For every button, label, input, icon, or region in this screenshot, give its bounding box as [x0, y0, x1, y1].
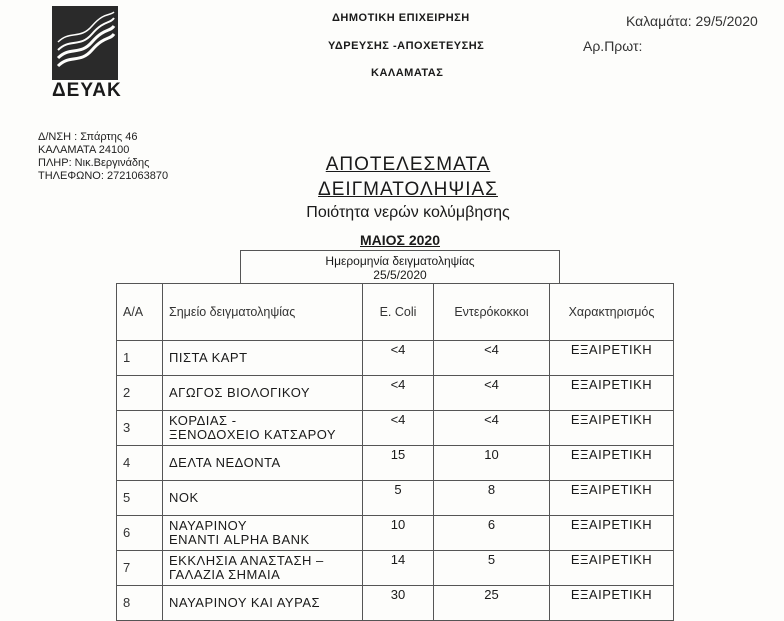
- row-location: [163, 411, 363, 446]
- header-rating: Χαρακτηρισμός: [550, 284, 674, 341]
- row-enterococci: <4: [434, 376, 550, 411]
- page-subtitle: Ποιότητα νερών κολύμβησης: [306, 204, 510, 221]
- row-enterococci: <4: [434, 341, 550, 376]
- row-ecoli: <4: [363, 376, 434, 411]
- row-location: [163, 376, 363, 411]
- row-location: [163, 341, 363, 376]
- sampling-date-box: [240, 250, 560, 284]
- row-index: 6: [117, 516, 163, 551]
- row-location-line1: ΕΚΚΛΗΣΙΑ ΑΝΑΣΤΑΣΗ –: [169, 553, 324, 568]
- org-line1: ΔΗΜΟΤΙΚΗ ΕΠΙΧΕΙΡΗΣΗ: [332, 12, 470, 24]
- protocol-number: Αρ.Πρωτ:: [583, 38, 643, 54]
- row-index: 3: [117, 411, 163, 446]
- row-index: 1: [117, 341, 163, 376]
- title-line1: ΑΠΟΤΕΛΕΣΜΑΤΑ: [325, 154, 491, 175]
- row-enterococci: 10: [434, 446, 550, 481]
- row-rating: ΕΞΑΙΡΕΤΙΚΗ: [550, 411, 674, 446]
- row-location-line1: ΔΕΛΤΑ ΝΕΔΟΝΤΑ: [169, 455, 281, 470]
- address-phone: ΤΗΛΕΦΩΝΟ: 2721063870: [38, 170, 169, 182]
- row-rating: ΕΞΑΙΡΕΤΙΚΗ: [550, 481, 674, 516]
- row-location-line1: ΝΟΚ: [169, 490, 199, 505]
- row-rating: ΕΞΑΙΡΕΤΙΚΗ: [550, 551, 674, 586]
- row-location: [163, 446, 363, 481]
- row-location-line1: ΝΑΥΑΡΙΝΟΥ: [169, 518, 248, 533]
- row-ecoli: <4: [363, 411, 434, 446]
- table-row: [117, 376, 674, 411]
- table-row: [117, 446, 674, 481]
- address-block: [38, 131, 168, 183]
- row-location: [163, 516, 363, 551]
- title-line2: ΔΕΙΓΜΑΤΟΛΗΨΙΑΣ: [318, 179, 498, 200]
- header-location: Σημείο δειγματοληψίας: [163, 284, 363, 341]
- row-enterococci: 8: [434, 481, 550, 516]
- header-enterococci: Εντερόκοκκοι: [434, 284, 550, 341]
- row-index: 4: [117, 446, 163, 481]
- row-location-line1: ΠΙΣΤΑ ΚΑΡΤ: [169, 350, 248, 365]
- row-ecoli: 14: [363, 551, 434, 586]
- row-rating: ΕΞΑΙΡΕΤΙΚΗ: [550, 446, 674, 481]
- sampling-date-value: 25/5/2020: [373, 268, 427, 282]
- sampling-date-label: Ημερομηνία δειγματοληψίας: [325, 254, 475, 268]
- org-line2: ΥΔΡΕΥΣΗΣ -ΑΠΟΧΕΤΕΥΣΗΣ: [328, 40, 485, 52]
- report-month: ΜΑΙΟΣ 2020: [360, 232, 440, 248]
- row-location: [163, 481, 363, 516]
- table-row: [117, 516, 674, 551]
- row-location: [163, 586, 363, 621]
- row-enterococci: <4: [434, 411, 550, 446]
- table-row: [117, 551, 674, 586]
- row-location-line1: ΑΓΩΓΟΣ ΒΙΟΛΟΓΙΚΟΥ: [169, 385, 311, 400]
- table-row: [117, 411, 674, 446]
- logo-text: ΔΕΥΑΚ: [52, 80, 122, 101]
- table-row: [117, 481, 674, 516]
- deyak-logo: [52, 6, 122, 102]
- row-rating: ΕΞΑΙΡΕΤΙΚΗ: [550, 586, 674, 621]
- row-location-line2: ΓΑΛΑΖΙΑ ΣΗΜΑΙΑ: [169, 567, 281, 582]
- row-index: 2: [117, 376, 163, 411]
- row-enterococci: 5: [434, 551, 550, 586]
- row-index: 7: [117, 551, 163, 586]
- row-rating: ΕΞΑΙΡΕΤΙΚΗ: [550, 376, 674, 411]
- row-location: [163, 551, 363, 586]
- row-ecoli: 15: [363, 446, 434, 481]
- row-ecoli: 30: [363, 586, 434, 621]
- row-ecoli: 10: [363, 516, 434, 551]
- row-location-line1: ΚΟΡΔΙΑΣ -: [169, 413, 237, 428]
- row-rating: ΕΞΑΙΡΕΤΙΚΗ: [550, 341, 674, 376]
- address-city: ΚΑΛΑΜΑΤΑ 24100: [38, 144, 130, 156]
- logo-wave-icon: [52, 6, 118, 80]
- table-header-row: [117, 284, 674, 341]
- row-location-line2: ΞΕΝΟΔΟΧΕΙΟ ΚΑΤΣΑΡΟΥ: [169, 427, 337, 442]
- table-row: [117, 586, 674, 621]
- row-location-line1: ΝΑΥΑΡΙΝΟΥ ΚΑΙ ΑΥΡΑΣ: [169, 595, 321, 610]
- row-enterococci: 25: [434, 586, 550, 621]
- org-line3: ΚΑΛΑΜΑΤΑΣ: [371, 67, 444, 79]
- issue-date: Καλαμάτα: 29/5/2020: [626, 13, 758, 29]
- header-index: Α/Α: [117, 284, 163, 341]
- row-index: 5: [117, 481, 163, 516]
- table-row: [117, 341, 674, 376]
- row-enterococci: 6: [434, 516, 550, 551]
- results-table: [116, 283, 674, 621]
- row-rating: ΕΞΑΙΡΕΤΙΚΗ: [550, 516, 674, 551]
- row-index: 8: [117, 586, 163, 621]
- header-ecoli: Ε. Coli: [363, 284, 434, 341]
- row-location-line2: ΕΝΑΝΤΙ ALPHA BANK: [169, 532, 310, 547]
- row-ecoli: <4: [363, 341, 434, 376]
- address-street: Δ/ΝΣΗ : Σπάρτης 46: [38, 131, 138, 143]
- address-contact: ΠΛΗΡ: Νικ.Βεργινάδης: [38, 157, 150, 169]
- row-ecoli: 5: [363, 481, 434, 516]
